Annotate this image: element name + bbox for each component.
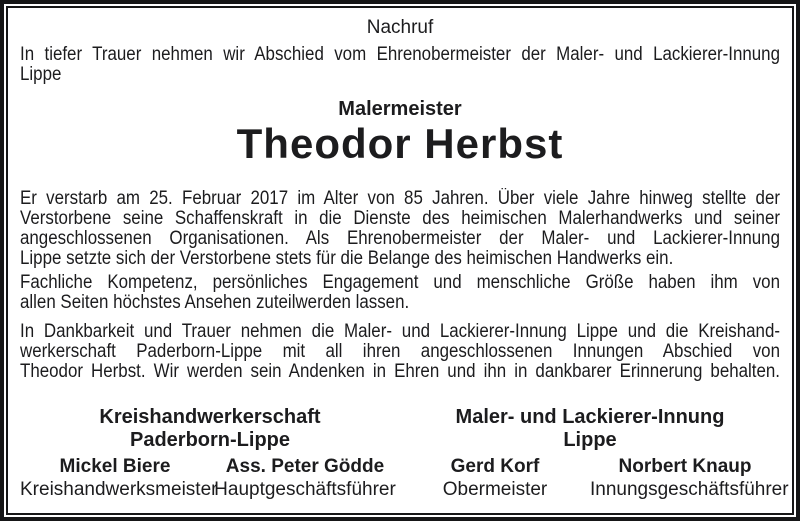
profession-line: Malermeister: [338, 98, 462, 120]
signer: [400, 455, 590, 501]
signer-role: Obermeister: [442, 479, 548, 500]
signer: [210, 455, 400, 501]
body-paragraph-3: [20, 322, 780, 382]
signer-name: Gerd Korf: [450, 456, 540, 477]
signer: [20, 455, 218, 501]
text-line: In tiefer Trauer nehmen wir Abschied vom Ehrenobermeister der Maler- und Lackierer-Innung: [20, 44, 780, 65]
signer-role: Innungsgeschäftsführer: [590, 479, 789, 500]
org-name-right-line-2: Lippe: [563, 429, 617, 451]
signature-right-half: [400, 406, 789, 501]
text-line: allen Seiten höchstes Ansehen zuteilwerden lassen.: [20, 292, 410, 313]
signature-block: [20, 406, 789, 501]
text-line: Fachliche Kompetenz, persönliches Engagement und menschliche Größe haben ihm von: [20, 272, 780, 293]
text-line: werkerschaft Paderborn-Lippe mit all ihren angeschlossenen Innungen Abschied von: [20, 341, 780, 362]
org-name-right-line-1: Maler- und Lackierer-Innung: [455, 406, 725, 428]
signer-name: Norbert Knaup: [618, 456, 752, 477]
text-line: Lippe setzte sich der Verstorbene stets für die Belange des heimischen Handwerks ein.: [20, 248, 674, 269]
text-line: Er verstarb am 25. Februar 2017 im Alter von 85 Jahren. Über viele Jahre hinweg stellte der: [20, 188, 780, 209]
text-line: angeschlossenen Organisationen. Als Ehrenobermeister der Maler- und Lackierer-Innung: [20, 228, 780, 249]
body-paragraph-1: [20, 189, 780, 269]
signature-left-half: [20, 406, 400, 501]
text-line: Verstorbene seine Schaffenskraft in die Dienste des heimischen Malerhandwerks und seiner: [20, 208, 780, 229]
org-name-left-line-1: Kreishandwerkerschaft: [99, 406, 321, 428]
signer-name: Ass. Peter Gödde: [225, 456, 385, 477]
signer-role: Hauptgeschäftsführer: [214, 479, 396, 500]
signers-row-right: [400, 455, 789, 501]
deceased-name: Theodor Herbst: [236, 120, 564, 167]
body-paragraph-2: [20, 273, 780, 313]
signer: [590, 455, 789, 501]
text-line: In Dankbarkeit und Trauer nehmen die Maler- und Lackierer-Innung Lippe und die Kreishand-: [20, 321, 780, 342]
signer-role: Kreishandwerksmeister: [20, 479, 218, 500]
intro-paragraph: [20, 45, 780, 85]
text-line: Lippe: [20, 64, 62, 85]
obituary-inner-frame: [6, 6, 794, 515]
signer-name: Mickel Biere: [59, 456, 171, 477]
notice-kicker: Nachruf: [366, 17, 434, 38]
signers-row-left: [20, 455, 400, 501]
org-name-left-line-2: Paderborn-Lippe: [129, 429, 290, 451]
text-line: Theodor Herbst. Wir werden sein Andenken in Ehren und ihn in dankbarer Erinnerung behalten.: [20, 361, 780, 382]
